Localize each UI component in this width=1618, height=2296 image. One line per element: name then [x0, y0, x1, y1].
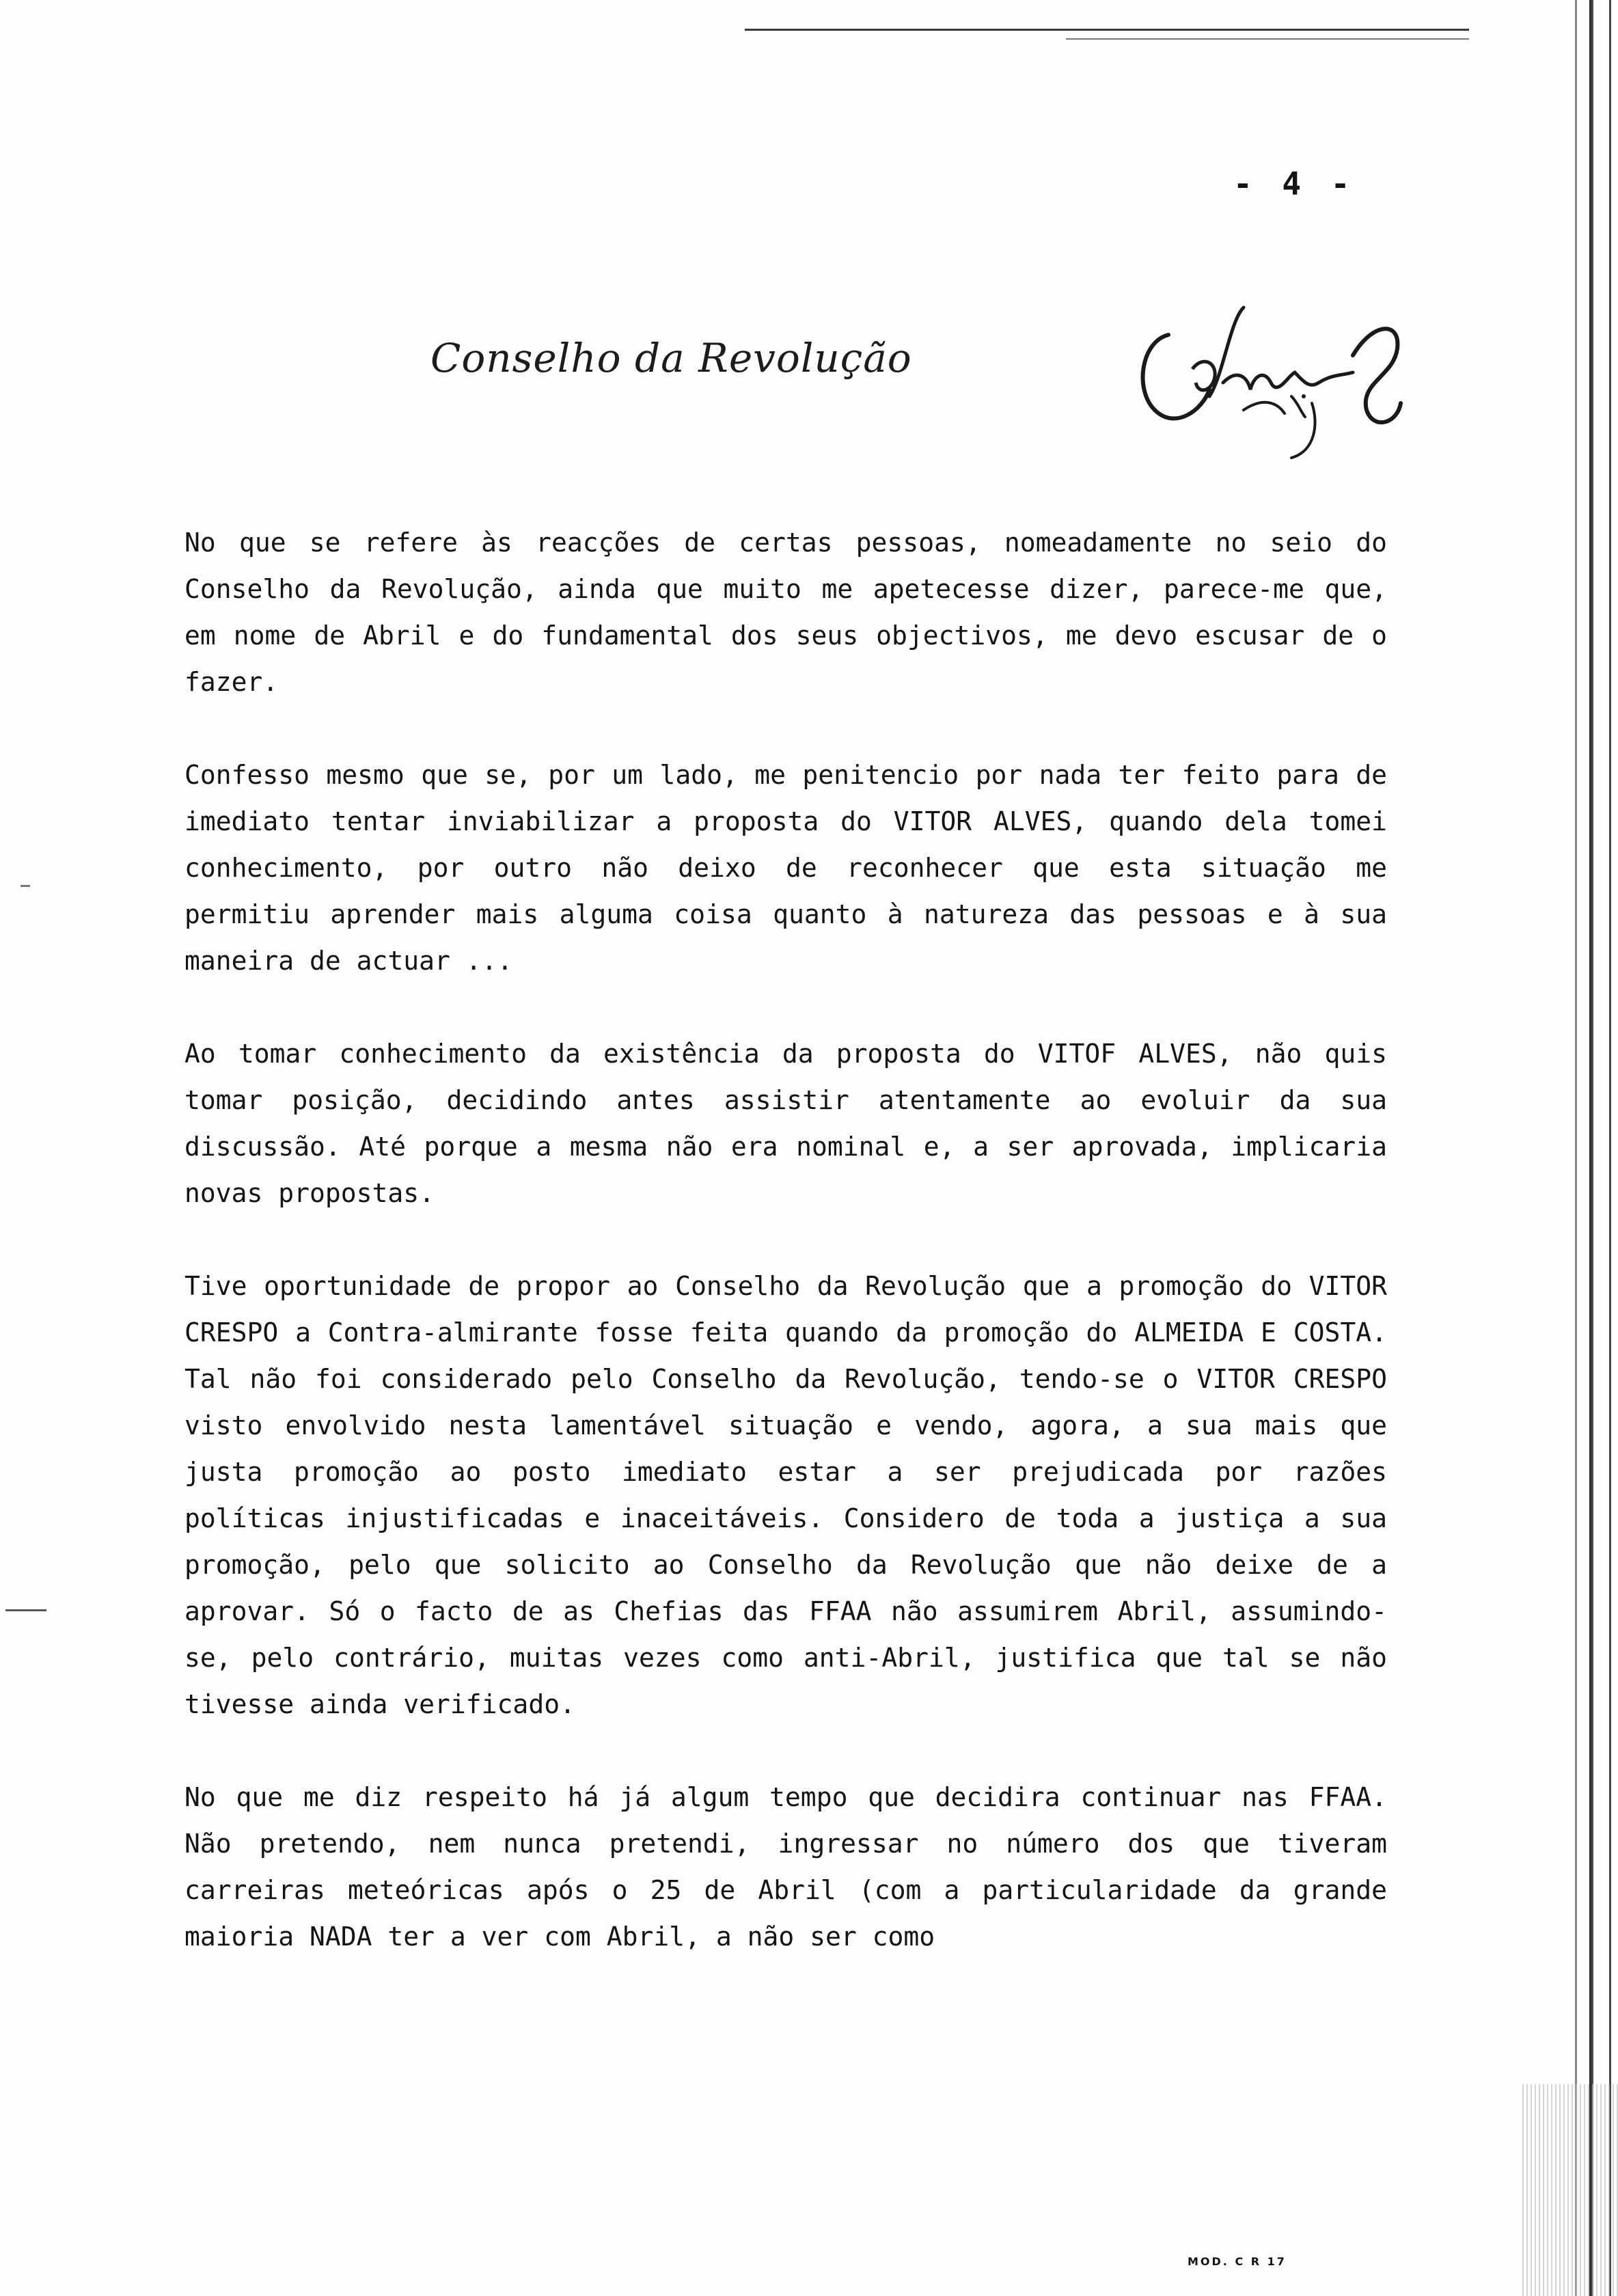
letter-body — [184, 519, 1387, 2006]
scan-left-mark-small — [20, 885, 30, 887]
paragraph-reactions: No que se refere às reacções de certas pessoas, nomeadamente no seio do Conselho da Revolução, ainda que muito me apetecesse dizer, parece-me que, em nome de Abril e do fundamental dos seus objectivos, me devo escusar de o fazer. — [184, 528, 1387, 697]
scan-right-edge-inner — [1575, 0, 1577, 2296]
scan-top-rule-secondary — [1066, 38, 1469, 40]
scan-corner-shade — [1522, 2084, 1618, 2296]
scan-right-edge — [1589, 0, 1593, 2296]
paragraph-career: No que me diz respeito há já algum tempo que decidira continuar nas FFAA. Não pretendo, nem nunca pretendi, ingressar no número dos que tiveram carreiras meteóricas após o 25 de Abril (com a particularidade da grande maioria NADA ter a ver com Abril, a não ser como — [184, 1782, 1387, 1952]
scan-right-edge-outer — [1609, 0, 1611, 2296]
scan-top-rule — [745, 29, 1469, 31]
form-code: MOD. C R 17 — [1188, 2255, 1287, 2268]
scan-left-mark — [5, 1609, 46, 1611]
paragraph-confession: Confesso mesmo que se, por um lado, me penitencio por nada ter feito para de imediato tentar inviabilizar a proposta do VITOR ALVES, quando dela tomei conhecimento, por outro não deixo de reconhecer que esta situação me permitiu aprender mais alguma coisa quanto à natureza das pessoas e à sua maneira de actuar ... — [184, 760, 1387, 976]
page-number: - 4 - — [1233, 165, 1356, 202]
handwritten-signature — [1127, 294, 1428, 472]
paragraph-proposal: Ao tomar conhecimento da existência da proposta do VITOF ALVES, não quis tomar posição, decidindo antes assistir atentamente ao evoluir da sua discussão. Até porque a mesma não era nominal e, a ser aprovada, implicaria novas propostas. — [184, 1039, 1387, 1208]
paragraph-promotion: Tive oportunidade de propor ao Conselho da Revolução que a promoção do VITOR CRESPO a Contra-almirante fosse feita quando da promoção do ALMEIDA E COSTA. Tal não foi considerado pelo Conselho da Revolução, tendo-se o VITOR CRESPO visto envolvido nesta lamentável situação e vendo, agora, a sua mais que justa promoção ao posto imediato estar a ser prejudicada por razões políticas injustificadas e inaceitáveis. Considero de toda a justiça a sua promoção, pelo que solicito ao Conselho da Revolução que não deixe de a aprovar. Só o facto de as Chefias das FFAA não assumirem Abril, assumindo-se, pelo contrário, muitas vezes como anti-Abril, justifica que tal se não tivesse ainda verificado. — [184, 1271, 1387, 1719]
letterhead-title: Conselho da Revolução — [430, 335, 912, 381]
